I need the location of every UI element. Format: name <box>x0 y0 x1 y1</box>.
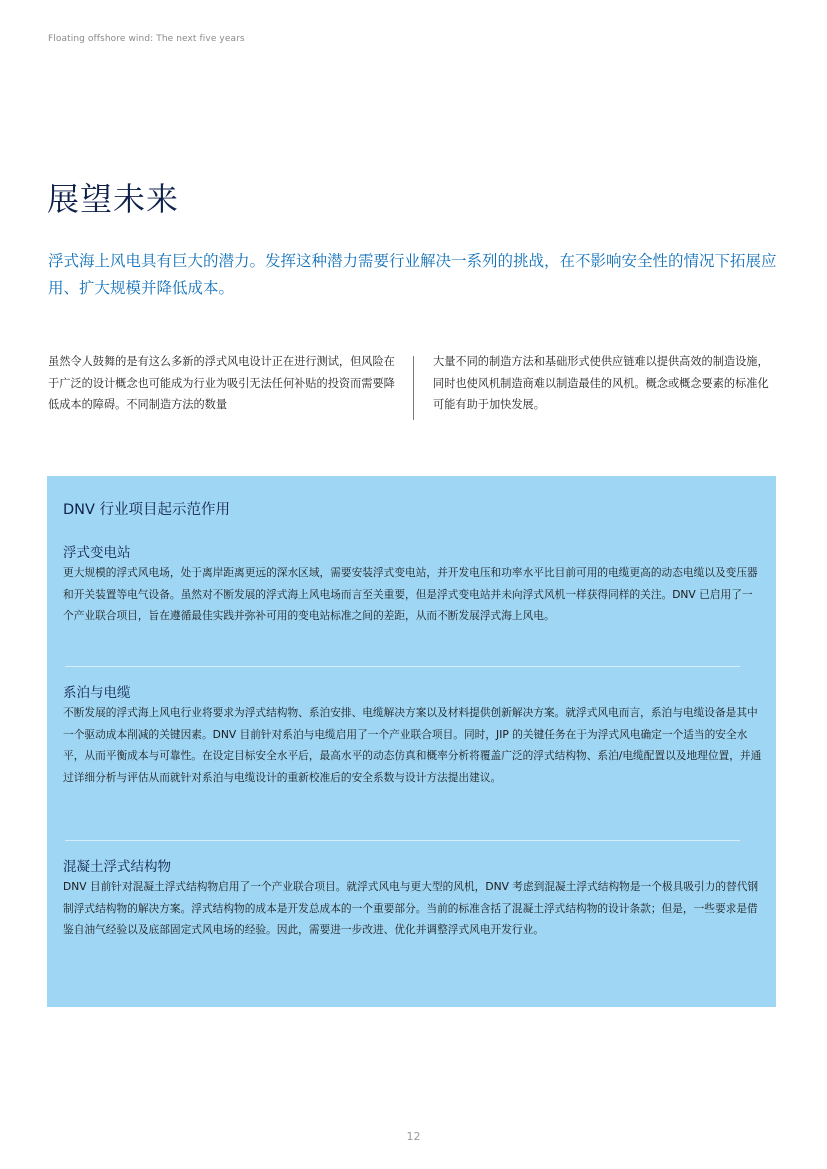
column-divider <box>413 356 414 420</box>
dnv-projects-box <box>47 476 776 1007</box>
lead-paragraph: 浮式海上风电具有巨大的潜力。发挥这种潜力需要行业解决一系列的挑战，在不影响安全性的情况下拓展应用、扩大规模并降低成本。 <box>48 252 777 297</box>
body-column-left: 虽然令人鼓舞的是有这么多新的浮式风电设计正在进行测试，但风险在于广泛的设计概念也可能成为行业为吸引无法任何补贴的投资而需要降低成本的障碍。不同制造方法的数量 <box>48 355 395 411</box>
box-title: DNV 行业项目起示范作用 <box>63 502 231 518</box>
section-heading-mooring-cables: 系泊与电缆 <box>63 685 131 701</box>
section-text-concrete-floaters: DNV 目前针对混凝土浮式结构物启用了一个产业联合项目。就浮式风电与更大型的风机，DNV 考虑到混凝土浮式结构物是一个极具吸引力的替代钢制浮式结构物的解决方案。浮式结构物的成本是开发总成本的一个重要部分。当前的标准含括了混凝土浮式结构物的设计条款；但是，一些要求是借鉴自油气经验以及底部固定式风电场的经验。因此，需要进一步改进、优化并调整浮式风电开发行业。 <box>63 880 759 936</box>
section-divider <box>65 840 740 841</box>
section-text-floating-substation: 更大规模的浮式风电场，处于离岸距离更远的深水区域，需要安装浮式变电站，并开发电压和功率水平比目前可用的电缆更高的动态电缆以及变压器和开关装置等电气设备。虽然对不断发展的浮式海上风电场而言至关重要，但是浮式变电站并未向浮式风机一样获得同样的关注。DNV 已启用了一个产业联合项目，旨在遵循最佳实践并弥补可用的变电站标准之间的差距，从而不断发展浮式海上风电。 <box>63 566 758 622</box>
running-header: Floating offshore wind: The next five years <box>48 34 245 44</box>
section-heading-concrete-floaters: 混凝土浮式结构物 <box>63 859 171 875</box>
section-text-mooring-cables: 不断发展的浮式海上风电行业将要求为浮式结构物、系泊安排、电缆解决方案以及材料提供创新解决方案。就浮式风电而言，系泊与电缆设备是其中一个驱动成本削减的关键因素。DNV 目前针对系泊与电缆启用了一个产业联合项目。同时，JIP 的关键任务在于为浮式风电确定一个适当的安全水平，从而平衡成本与可靠性。在设定目标安全水平后，最高水平的动态仿真和概率分析将覆盖广泛的浮式结构物、系泊/电缆配置以及地理位置，并通过详细分析与评估从而就针对系泊与电缆设计的重新校准后的安全系数与设计方法提出建议。 <box>63 706 762 784</box>
section-divider <box>65 666 740 667</box>
page-number: 12 <box>406 1130 421 1143</box>
section-heading-floating-substation: 浮式变电站 <box>63 545 131 561</box>
page-title: 展望未来 <box>47 180 180 218</box>
body-column-right: 大量不同的制造方法和基础形式使供应链难以提供高效的制造设施，同时也使风机制造商难以制造最佳的风机。概念或概念要素的标准化可能有助于加快发展。 <box>433 355 769 411</box>
